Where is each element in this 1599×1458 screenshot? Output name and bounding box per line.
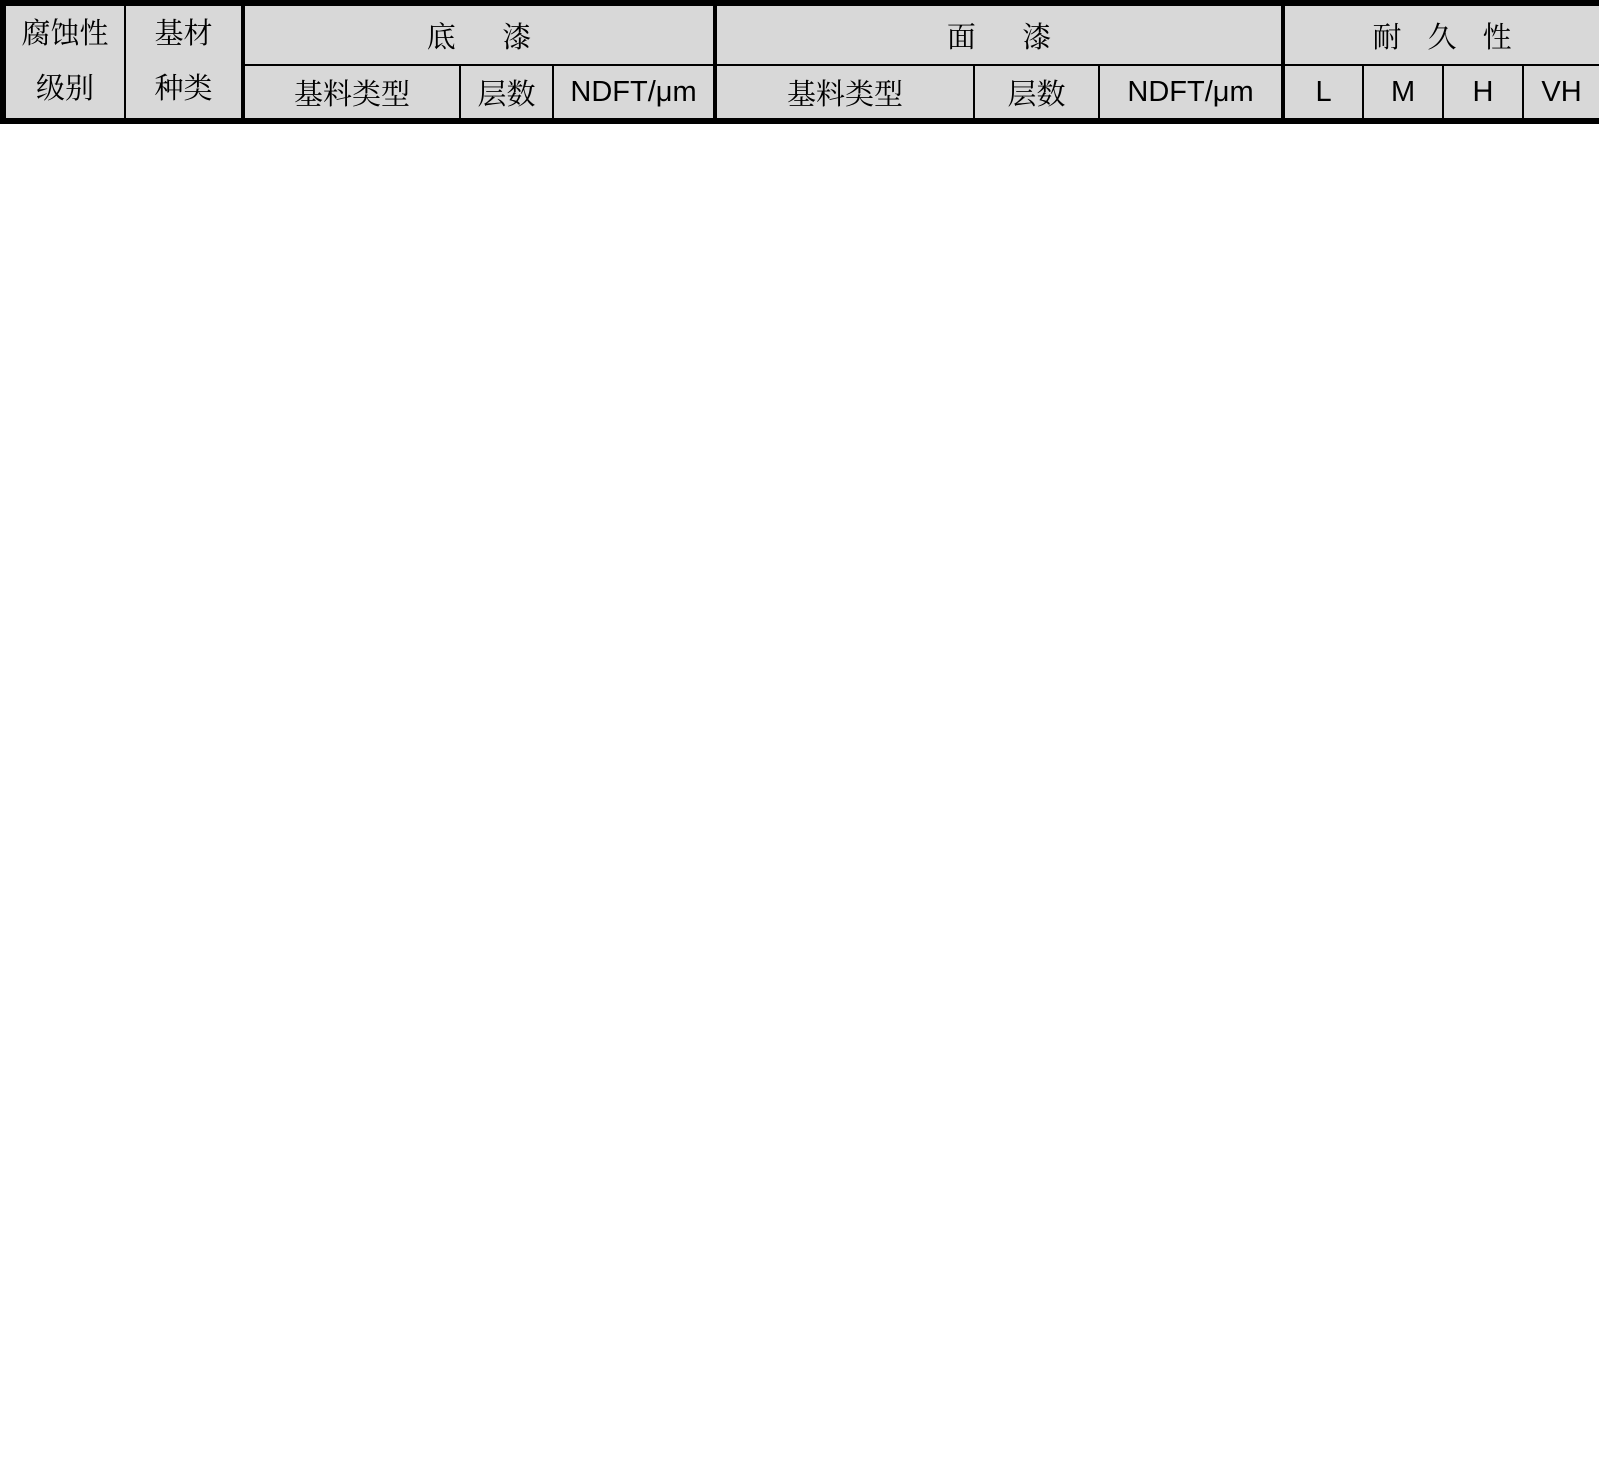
durability-level-vh-header: VH — [1523, 65, 1599, 121]
primer-ndft-header: NDFT/μm — [553, 65, 715, 121]
header-sub-row — [3, 65, 1599, 121]
corrosion-level-header — [3, 3, 125, 121]
topcoat-coats-header: 层数 — [974, 65, 1099, 121]
header-group-row — [3, 3, 1599, 65]
topcoat-group-header: 面漆 — [715, 3, 1283, 65]
substrate-header-line1: 基材 — [154, 18, 213, 50]
durability-level-l-header: L — [1283, 65, 1363, 121]
topcoat-ndft-header: NDFT/μm — [1099, 65, 1283, 121]
primer-group-header: 底漆 — [243, 3, 715, 65]
substrate-type-header — [125, 3, 243, 121]
durability-level-h-header: H — [1443, 65, 1523, 121]
corrosion-header-line1: 腐蚀性 — [21, 18, 109, 50]
durability-group-header: 耐久性 — [1283, 3, 1599, 65]
substrate-header-line2: 种类 — [154, 73, 213, 105]
primer-binder-type-header: 基料类型 — [243, 65, 460, 121]
corrosion-header-line2: 级别 — [35, 73, 94, 105]
table-body — [3, 121, 1599, 1455]
primer-coats-header: 层数 — [460, 65, 553, 121]
durability-level-m-header: M — [1363, 65, 1443, 121]
table-header — [3, 3, 1599, 121]
topcoat-binder-type-header: 基料类型 — [715, 65, 974, 121]
